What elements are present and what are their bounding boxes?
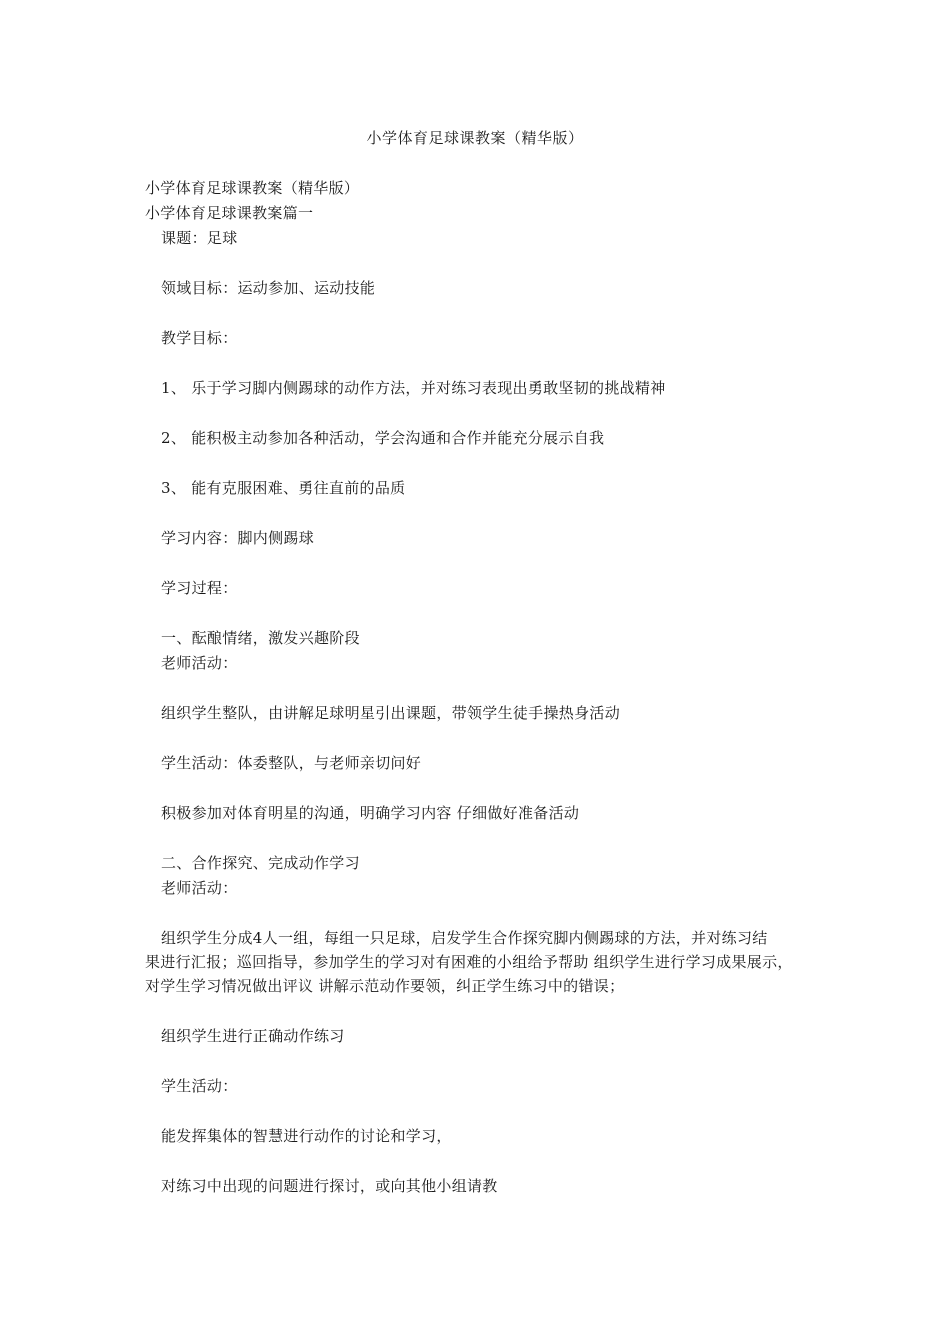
stage1-title: 一、酝酿情绪，激发兴趣阶段 bbox=[161, 629, 360, 647]
stage2-teacher-label: 老师活动： bbox=[161, 879, 238, 897]
domain-goal: 领域目标：运动参加、运动技能 bbox=[161, 279, 376, 297]
stage2-title: 二、合作探究、完成动作学习 bbox=[161, 854, 360, 872]
stage1-student-text: 学生活动：体委整队，与老师亲切问好 bbox=[161, 754, 422, 772]
stage2-practice: 组织学生进行正确动作练习 bbox=[161, 1027, 345, 1045]
stage2-student-text1: 能发挥集体的智慧进行动作的讨论和学习， bbox=[161, 1127, 452, 1145]
document-title: 小学体育足球课教案（精华版） bbox=[366, 129, 584, 147]
topic: 课题：足球 bbox=[161, 229, 238, 247]
stage1-teacher-text: 组织学生整队，由讲解足球明星引出课题，带领学生徒手操热身活动 bbox=[161, 704, 621, 722]
stage1-teacher-label: 老师活动： bbox=[161, 654, 238, 672]
teaching-goal-label: 教学目标： bbox=[161, 329, 238, 347]
process-label: 学习过程： bbox=[161, 579, 238, 597]
stage2-student-text2: 对练习中出现的问题进行探讨，或向其他小组请教 bbox=[161, 1177, 498, 1195]
goal-item-3: 3、 能有克服困难、勇往直前的品质 bbox=[161, 479, 406, 497]
heading: 小学体育足球课教案（精华版） bbox=[145, 179, 360, 197]
stage2-paragraph-line2: 果进行汇报；巡回指导，参加学生的学习对有困难的小组给予帮助 组织学生进行学习成果展示， bbox=[145, 953, 793, 971]
stage1-student-text2: 积极参加对体育明星的沟通，明确学习内容 仔细做好准备活动 bbox=[161, 804, 580, 822]
stage2-student-label: 学生活动： bbox=[161, 1077, 238, 1095]
subheading: 小学体育足球课教案篇一 bbox=[145, 204, 314, 222]
stage2-paragraph-line3: 对学生学习情况做出评议 讲解示范动作要领，纠正学生练习中的错误； bbox=[145, 977, 625, 995]
goal-item-1: 1、 乐于学习脚内侧踢球的动作方法，并对练习表现出勇敢坚韧的挑战精神 bbox=[161, 379, 666, 397]
learning-content: 学习内容：脚内侧踢球 bbox=[161, 529, 315, 547]
goal-item-2: 2、 能积极主动参加各种活动，学会沟通和合作并能充分展示自我 bbox=[161, 429, 605, 447]
stage2-paragraph-line1: 组织学生分成4人一组，每组一只足球，启发学生合作探究脚内侧踢球的方法，并对练习结 bbox=[161, 929, 768, 947]
